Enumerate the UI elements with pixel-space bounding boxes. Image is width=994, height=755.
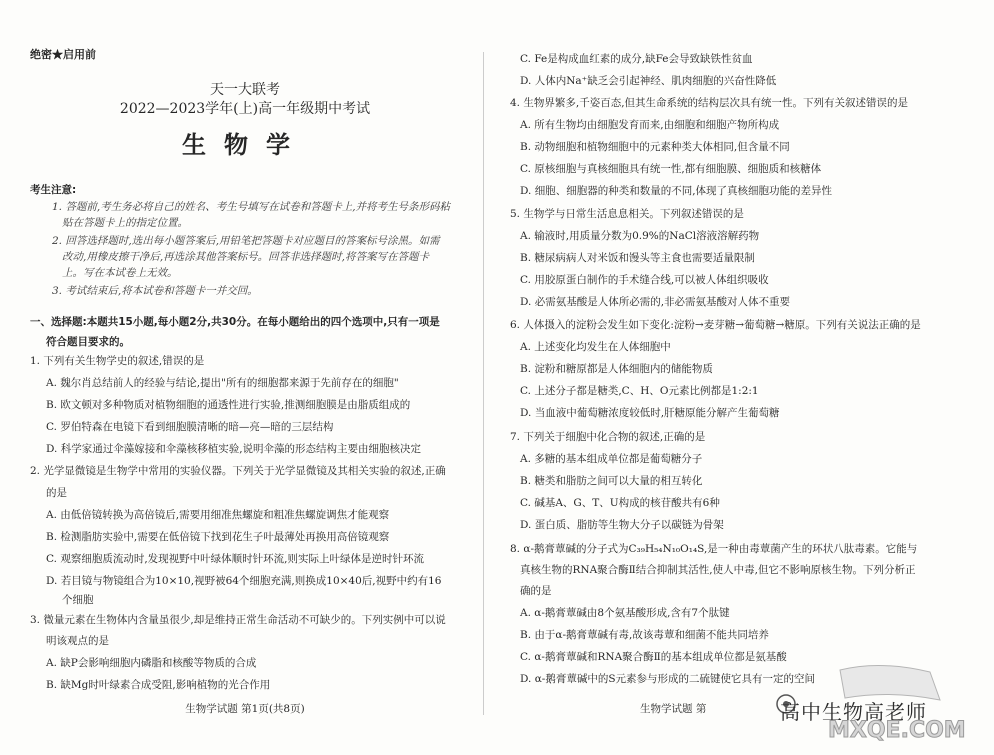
option-line: B. 缺Mg时叶绿素合成受阻,影响植物的光合作用 — [46, 679, 271, 691]
option-line: C. α-鹅膏蕈碱和RNA聚合酶Ⅱ的基本组成单位都是氨基酸 — [520, 651, 787, 663]
confidential-label: 绝密★启用前 — [30, 48, 96, 61]
option-line: A. 多糖的基本组成单位都是葡萄糖分子 — [520, 453, 703, 465]
question-7: 7. 下列关于细胞中化合物的叙述,正确的是 — [510, 431, 706, 443]
option-cont: 个细胞 — [62, 594, 94, 606]
option-line: B. 淀粉和糖原都是人体细胞内的储能物质 — [520, 363, 713, 375]
notice-line: 改动,用橡皮擦干净后,再选涂其他答案标号。回答非选择题时,将答案写在答题卡 — [62, 251, 430, 263]
question-3: 3. 微量元素在生物体内含量虽很少,却是维持正常生命活动不可缺少的。下列实例中可以说 — [30, 614, 446, 626]
notice-line: 3. 考试结束后,将本试卷和答题卡一并交回。 — [52, 285, 258, 297]
option-line: B. 动物细胞和植物细胞中的元素种类大体相同,但含量不同 — [520, 141, 790, 153]
option-line: D. 当血液中葡萄糖浓度较低时,肝糖原能分解产生葡萄糖 — [520, 407, 780, 419]
option-line: A. 魏尔肖总结前人的经验与结论,提出"所有的细胞都来源于先前存在的细胞" — [46, 377, 399, 389]
question-5: 5. 生物学与日常生活息息相关。下列叙述错误的是 — [510, 208, 744, 220]
exam-title: 2022—2023学年(上)高一年级期中考试 — [119, 101, 371, 117]
option-line: C. 观察细胞质流动时,发现视野中叶绿体顺时针环流,则实际上叶绿体是逆时针环流 — [46, 553, 425, 565]
option-line: B. 糖类和脂肪之间可以大量的相互转化 — [520, 475, 703, 487]
question-2: 2. 光学显微镜是生物学中常用的实验仪器。下列关于光学显微镜及其相关实验的叙述,正确 — [30, 465, 446, 477]
option-line: B. 糖尿病病人对米饭和馒头等主食也需要适量限制 — [520, 252, 755, 264]
option-line: D. α-鹅膏蕈碱中的S元素参与形成的二硫键使它具有一定的空间 — [520, 673, 816, 685]
option-line: D. 细胞、细胞器的种类和数量的不同,体现了真核细胞功能的差异性 — [520, 185, 833, 197]
option-line: C. 碱基A、G、T、U构成的核苷酸共有6种 — [520, 497, 720, 509]
notice-line: 贴在答题卡上的指定位置。 — [62, 217, 188, 229]
question-4: 4. 生物界繁多,千姿百态,但其生命系统的结构层次具有统一性。下列有关叙述错误的是 — [510, 97, 909, 109]
exam-organization: 天一大联考 — [210, 82, 280, 98]
notice-heading: 考生注意: — [30, 184, 77, 196]
option-line: A. 所有生物均由细胞发育而来,由细胞和细胞产物所构成 — [520, 119, 780, 131]
watermark-site: MXQE.COM — [828, 718, 966, 743]
notice-line: 1. 答题前,考生务必将自己的姓名、考生号填写在试卷和答题卡上,并将考生号条形码粘 — [52, 201, 451, 213]
option-line: C. Fe是构成血红素的成分,缺Fe会导致缺铁性贫血 — [520, 53, 753, 65]
option-line: D. 若目镜与物镜组合为10×10,视野被64个细胞充满,则换成10×40后,视野中约有16 — [46, 575, 442, 587]
question-cont: 确的是 — [520, 585, 552, 597]
page-footer-left: 生物学试题 第1页(共8页) — [185, 703, 305, 715]
option-line: C. 用胶原蛋白制作的手术缝合线,可以被人体组织吸收 — [520, 274, 769, 286]
question-8: 8. α-鹅膏蕈碱的分子式为C₃₉H₅₄N₁₀O₁₄S,是一种由毒蕈菌产生的环状八肽毒素。它能与 — [510, 543, 918, 555]
option-line: D. 蛋白质、脂肪等生物大分子以碳链为骨架 — [520, 519, 724, 531]
notice-line: 2. 回答选择题时,选出每小题答案后,用铅笔把答题卡对应题目的答案标号涂黑。如需 — [52, 235, 440, 247]
option-line: B. 检测脂肪实验中,需要在低倍镜下找到花生子叶最薄处再换用高倍镜观察 — [46, 531, 390, 543]
question-1: 1. 下列有关生物学史的叙述,错误的是 — [30, 355, 205, 367]
question-6: 6. 人体摄入的淀粉会发生如下变化:淀粉→麦芽糖→葡萄糖→糖原。下列有关说法正确的是 — [510, 319, 921, 331]
option-line: A. 输液时,用质量分数为0.9%的NaCl溶液溶解药物 — [520, 230, 760, 242]
option-line: A. 上述变化均发生在人体细胞中 — [520, 341, 671, 353]
question-cont: 的是 — [46, 487, 67, 499]
question-cont: 明该观点的是 — [46, 635, 109, 647]
option-line: B. 由于α-鹅膏蕈碱有毒,故该毒蕈和细菌不能共同培养 — [520, 629, 769, 641]
column-divider — [483, 52, 484, 715]
option-line: D. 必需氨基酸是人体所必需的,非必需氨基酸对人体不重要 — [520, 296, 791, 308]
option-line: A. 缺P会影响细胞内磷脂和核酸等物质的合成 — [46, 657, 257, 669]
section-heading: 一、选择题:本题共15小题,每小题2分,共30分。在每小题给出的四个选项中,只有一项是 — [30, 316, 440, 328]
question-cont: 真核生物的RNA聚合酶Ⅱ结合抑制其活性,使人中毒,但它不影响原核生物。下列分析正 — [520, 564, 916, 576]
option-line: A. α-鹅膏蕈碱由8个氨基酸形成,含有7个肽键 — [520, 607, 730, 619]
option-line: D. 科学家通过伞藻嫁接和伞藻核移植实验,说明伞藻的形态结构主要由细胞核决定 — [46, 443, 422, 455]
option-line: D. 人体内Na⁺缺乏会引起神经、肌肉细胞的兴奋性降低 — [520, 75, 777, 87]
option-line: C. 上述分子都是糖类,C、H、O元素比例都是1:2:1 — [520, 385, 759, 397]
watermark-text: 高中生物高老师 — [780, 700, 927, 724]
subject-title: 生物学 — [182, 131, 308, 159]
option-line: A. 由低倍镜转换为高倍镜后,需要用细准焦螺旋和粗准焦螺旋调焦才能观察 — [46, 509, 390, 521]
option-line: C. 原核细胞与真核细胞具有统一性,都有细胞膜、细胞质和核糖体 — [520, 163, 822, 175]
option-line: C. 罗伯特森在电镜下看到细胞膜清晰的暗—亮—暗的三层结构 — [46, 421, 334, 433]
notice-line: 上。写在本试卷上无效。 — [62, 267, 178, 279]
page-footer-right: 生物学试题 第 — [640, 703, 707, 715]
option-line: B. 欧文顿对多种物质对植物细胞的通透性进行实验,推测细胞膜是由脂质组成的 — [46, 399, 411, 411]
section-heading-cont: 符合题目要求的。 — [46, 336, 130, 348]
